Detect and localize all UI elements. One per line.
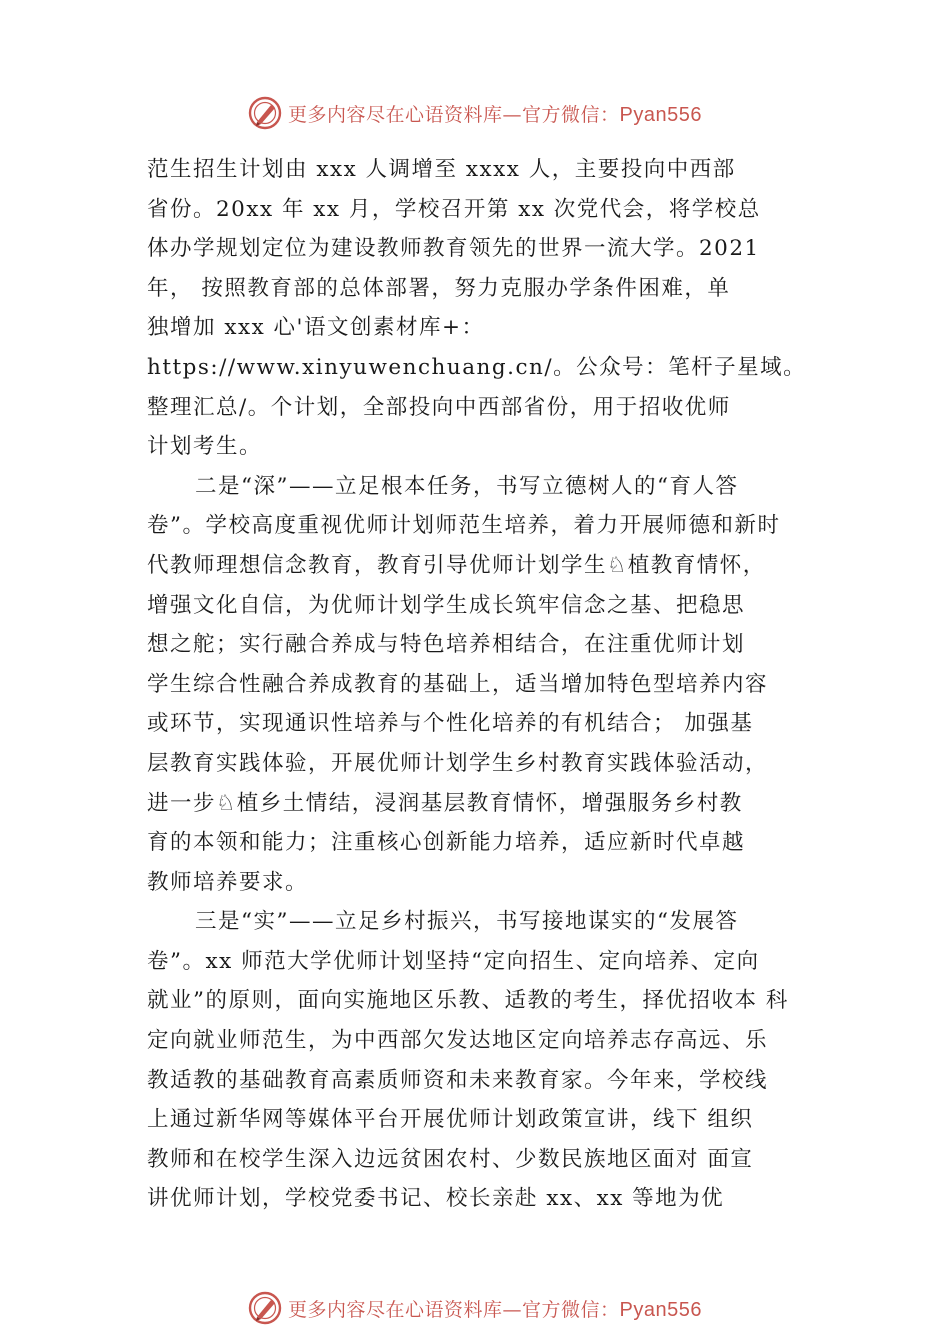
text-line: 卷”。学校高度重视优师计划师范生培养，着力开展师德和新时 — [147, 513, 781, 539]
text-line: 学生综合性融合养成教育的基础上，适当增加特色型培养内容 — [147, 671, 769, 697]
text-line: 教适教的基础教育高素质师资和未来教育家。今年来，学校线 — [147, 1067, 769, 1093]
text-line: 代教师理想信念教育，教育引导优师计划学生♘植教育情怀， — [147, 552, 766, 578]
text-line: 想之舵；实行融合养成与特色培养相结合，在注重优师计划 — [147, 632, 746, 658]
text-line: 教师培养要求。 — [147, 869, 309, 895]
text-line: 计划考生。 — [147, 434, 263, 460]
text-line: 层教育实践体验，开展优师计划学生乡村教育实践体验活动， — [147, 750, 769, 776]
text-line: 就业”的原则，面向实施地区乐教、适教的考生，择优招收本 科 — [147, 988, 789, 1014]
text-line: 或环节，实现通识性培养与个性化培养的有机结合； 加强基 — [147, 711, 754, 737]
text-line: 进一步♘植乡土情结，浸润基层教育情怀，增强服务乡村教 — [147, 790, 743, 816]
text-line: https://www.xinyuwenchuang.cn/。公众号：笔杆子星域。 — [147, 354, 807, 380]
text-line: 上通过新华网等媒体平台开展优师计划政策宣讲，线下 组织 — [147, 1107, 754, 1133]
document-body — [147, 150, 837, 1219]
header-banner-text: 更多内容尽在心语资料库—官方微信：Pyan556 — [288, 103, 702, 126]
text-line: 三是“实”——立足乡村振兴，书写接地谋实的“发展答 — [195, 909, 739, 935]
footer-banner — [0, 1288, 950, 1328]
text-line: 增强文化自信，为优师计划学生成长筑牢信念之基、把稳思 — [147, 592, 746, 618]
text-line: 独增加 xxx 心'语文创素材库+： — [147, 315, 485, 341]
text-line: 卷”。xx 师范大学优师计划坚持“定向招生、定向培养、定向 — [147, 948, 760, 974]
footer-wechat-id: Pyan556 — [619, 1298, 702, 1321]
text-line: 年， 按照教育部的总体部署，努力克服办学条件困难，单 — [147, 275, 731, 301]
text-line: 省份。20xx 年 xx 月，学校召开第 xx 次党代会，将学校总 — [147, 196, 761, 222]
header-banner — [0, 93, 950, 133]
pen-logo-icon — [248, 1291, 282, 1325]
text-line: 体办学规划定位为建设教师教育领先的世界一流大学。2021 — [147, 236, 760, 262]
text-line: 定向就业师范生，为中西部欠发达地区定向培养志存高远、乐 — [147, 1028, 769, 1054]
footer-banner-text: 更多内容尽在心语资料库—官方微信：Pyan556 — [288, 1298, 702, 1321]
header-wechat-id: Pyan556 — [619, 103, 702, 126]
text-line: 育的本领和能力；注重核心创新能力培养，适应新时代卓越 — [147, 830, 746, 856]
pen-logo-icon — [248, 96, 282, 130]
text-line: 整理汇总/。个计划，全部投向中西部省份，用于招收优师 — [147, 394, 731, 420]
text-line: 教师和在校学生深入边远贫困农村、少数民族地区面对 面宣 — [147, 1146, 754, 1172]
text-line: 二是“深”——立足根本任务，书写立德树人的“育人答 — [195, 473, 739, 499]
text-line: 讲优师计划，学校党委书记、校长亲赴 xx、xx 等地为优 — [147, 1186, 725, 1212]
text-line: 范生招生计划由 xxx 人调增至 xxxx 人，主要投向中西部 — [147, 157, 736, 182]
